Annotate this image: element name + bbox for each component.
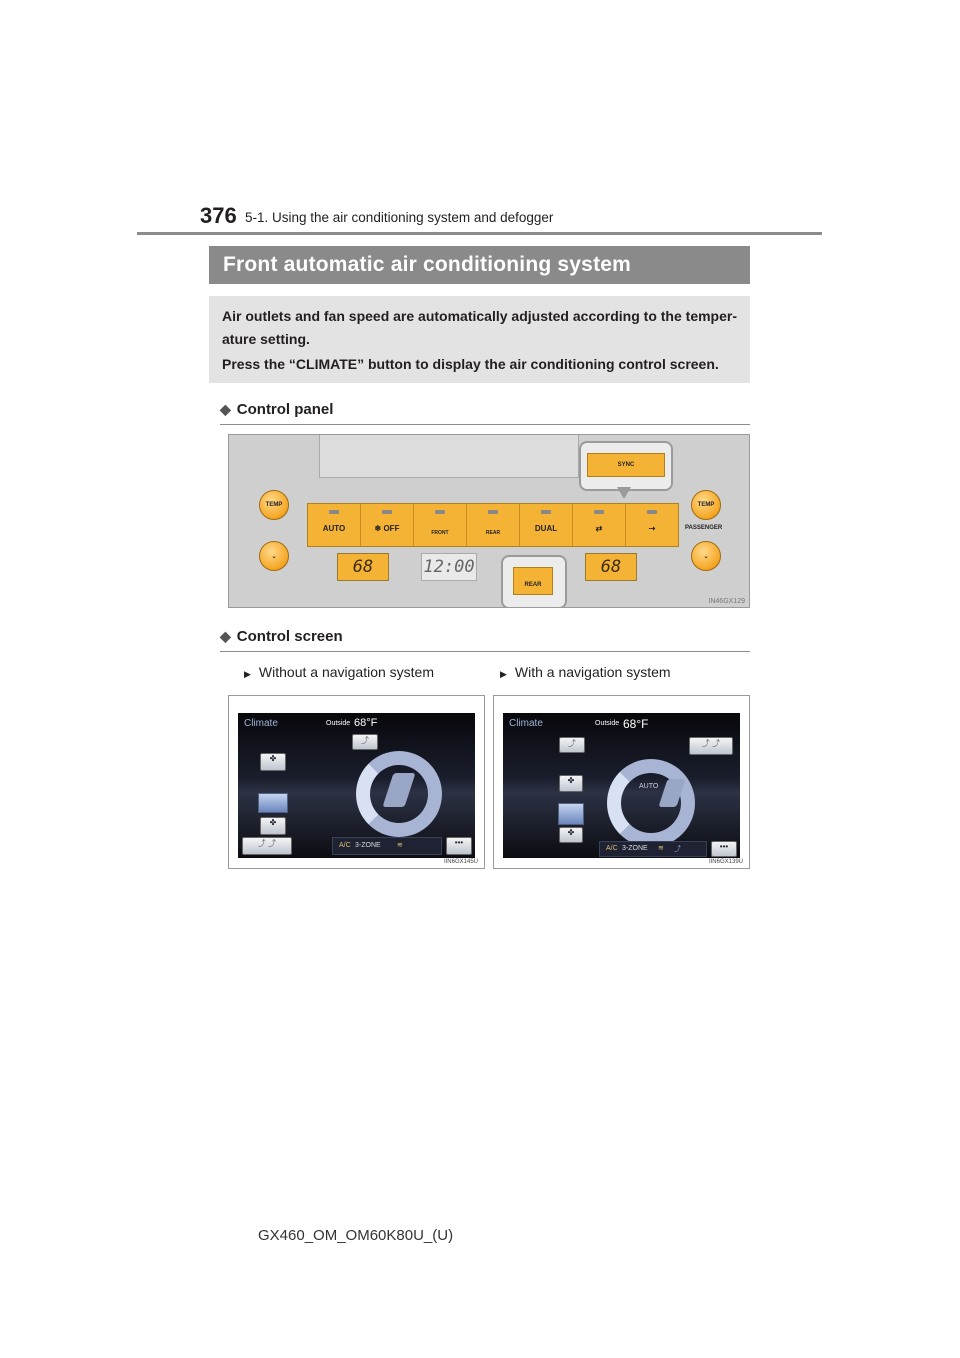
screen-without-nav	[228, 695, 485, 869]
section-header: 5-1. Using the air conditioning system and defogger	[245, 210, 554, 225]
outside-label: Outside	[595, 720, 620, 727]
bottom-status-bar	[332, 837, 442, 855]
fan-down-button[interactable]	[260, 817, 286, 835]
recirculate-icon: ⇄	[595, 524, 603, 533]
screen-title: Climate	[509, 718, 543, 729]
control-screen-heading-text: Control screen	[236, 628, 343, 645]
screen-image-code: IIN6GX139U	[708, 859, 743, 865]
clock-display: 12:00	[421, 553, 477, 581]
front-label: FRONT	[431, 530, 449, 536]
right-temp-display: 68	[585, 553, 637, 581]
fan-up-button[interactable]	[559, 775, 583, 792]
vent-mode-button[interactable]	[352, 734, 378, 750]
auto-label: AUTO	[322, 524, 346, 533]
indicator-led	[647, 510, 657, 514]
outside-label: Outside	[326, 720, 351, 727]
triangle-right-icon: ▶	[500, 669, 507, 679]
indicator-led	[541, 510, 551, 514]
auto-button[interactable]	[308, 504, 361, 546]
intro-box	[209, 296, 750, 383]
zone-label[interactable]: 3-ZONE	[622, 845, 648, 852]
airflow-icon: ⤴ ⤴	[257, 839, 277, 848]
airflow-icon[interactable]: ⤴	[674, 846, 681, 853]
callout-pointer	[617, 487, 631, 499]
intro-line-3: Press the “CLIMATE” button to display the air conditioning control screen.	[222, 356, 719, 372]
vent-icon: ⤴	[361, 736, 369, 745]
climate-screen	[238, 713, 475, 858]
temp-down-right-button[interactable]	[691, 541, 721, 571]
left-temp-display: 68	[337, 553, 389, 581]
control-panel-image	[228, 434, 750, 608]
intro-line-2: ature setting.	[222, 331, 310, 347]
airflow-ring	[607, 759, 695, 847]
footer-doc-id: GX460_OM_OM60K80U_(U)	[258, 1227, 454, 1244]
fan-off-label: ❄ OFF	[374, 524, 400, 533]
temp-up-right-button[interactable]	[691, 490, 721, 520]
fresh-air-button[interactable]	[626, 504, 678, 546]
triangle-right-icon: ▶	[244, 669, 251, 679]
fan-icon: ✤	[269, 818, 277, 827]
fan-up-button[interactable]	[260, 753, 286, 771]
dual-label: DUAL	[534, 524, 558, 533]
diamond-icon: ◆	[220, 401, 231, 417]
seat-heat-icon[interactable]: ≋	[658, 845, 664, 852]
outside-temp: 68°F	[354, 717, 378, 729]
ac-label[interactable]: A/C	[606, 845, 618, 852]
climate-screen	[503, 713, 740, 858]
recirculate-button[interactable]	[573, 504, 626, 546]
panel-recess	[319, 435, 579, 478]
title-bar	[209, 246, 750, 284]
rear-label: REAR	[485, 530, 501, 536]
air-source-button[interactable]	[689, 737, 733, 755]
seat-heat-icon[interactable]: ≋	[397, 842, 403, 849]
rear-callout-label: REAR	[524, 582, 542, 588]
zone-label[interactable]: 3-ZONE	[355, 842, 381, 849]
intro-line-1: Air outlets and fan speed are automatically adjusted according to the temper-	[222, 308, 737, 324]
mini-center-label: SYNC	[617, 462, 635, 468]
vent-icon: ⤴	[568, 739, 576, 748]
fan-off-button[interactable]	[361, 504, 414, 546]
control-panel-rule	[220, 424, 750, 425]
more-button[interactable]: •••	[711, 841, 737, 857]
rear-defog-button[interactable]	[467, 504, 520, 546]
ac-label[interactable]: A/C	[339, 842, 351, 849]
indicator-led	[382, 510, 392, 514]
fan-icon: ✤	[269, 754, 277, 763]
page-number: 376	[200, 203, 237, 228]
dual-button[interactable]	[520, 504, 573, 546]
indicator-led	[435, 510, 445, 514]
chevron-down-icon: ⌄	[271, 554, 277, 560]
temp-down-left-button[interactable]	[259, 541, 289, 571]
vent-mode-button[interactable]	[559, 737, 585, 753]
control-screen-rule	[220, 651, 750, 652]
bottom-status-bar	[599, 841, 707, 857]
screen-image-code: IIN6GX145U	[443, 859, 478, 865]
fresh-air-icon: ⇢	[648, 524, 656, 533]
page-title: Front automatic air conditioning system	[223, 253, 632, 276]
with-nav-label	[500, 664, 671, 680]
control-screen-heading	[220, 628, 343, 645]
indicator-led	[488, 510, 498, 514]
indicator-led	[594, 510, 604, 514]
with-nav-label-text: With a navigation system	[514, 664, 671, 680]
mini-button-row	[587, 453, 665, 477]
fan-icon: ✤	[567, 776, 575, 785]
temp-up-left-button[interactable]	[259, 490, 289, 520]
without-nav-label-text: Without a navigation system	[258, 664, 435, 680]
diamond-icon: ◆	[220, 628, 231, 644]
air-source-button[interactable]	[242, 837, 292, 855]
fan-level-bar	[258, 793, 288, 813]
auto-label: AUTO	[639, 783, 659, 790]
outside-temp: 68°F	[623, 717, 649, 731]
panel-image-code: IN46GX129	[708, 598, 745, 605]
chevron-down-icon: ⌄	[703, 554, 709, 560]
front-defog-button[interactable]	[414, 504, 467, 546]
airflow-icon: ⤴ ⤴	[701, 739, 721, 748]
fan-level-bar	[558, 803, 584, 825]
screen-title: Climate	[244, 718, 278, 729]
more-button[interactable]: •••	[446, 837, 472, 855]
passenger-label: PASSENGER	[685, 525, 723, 531]
header-rule	[137, 232, 822, 235]
control-panel-heading-text: Control panel	[236, 401, 334, 418]
control-panel-heading	[220, 401, 333, 418]
fan-down-button[interactable]	[559, 827, 583, 843]
fan-icon: ✤	[567, 828, 575, 837]
screen-with-nav	[493, 695, 750, 869]
rear-callout-button[interactable]	[513, 567, 553, 595]
callout-rear	[501, 555, 567, 608]
temp-left-label: TEMP	[265, 502, 283, 508]
callout-top	[579, 441, 673, 491]
temp-right-label: TEMP	[697, 502, 715, 508]
indicator-led	[329, 510, 339, 514]
without-nav-label	[244, 664, 434, 680]
button-strip	[307, 503, 679, 547]
